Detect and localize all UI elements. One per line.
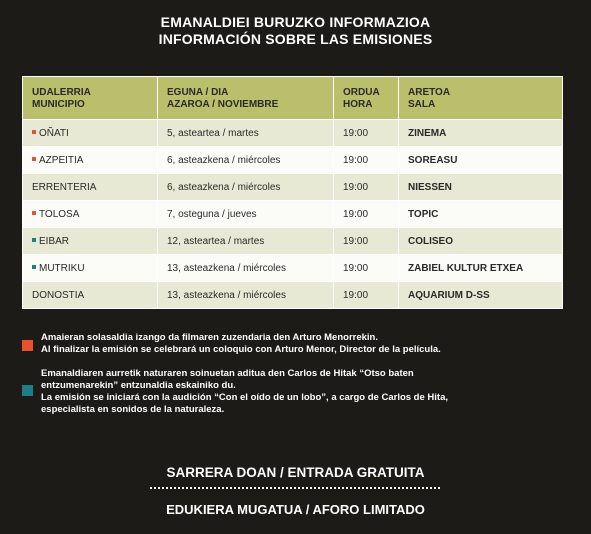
time-cell: 19:00: [334, 228, 399, 255]
red-marker: [32, 211, 36, 215]
table-row: [23, 120, 563, 147]
municipality-cell: AZPEITIA: [23, 147, 158, 174]
red-legend-swatch: [22, 340, 33, 351]
day-cell: 5, asteartea / martes: [158, 120, 334, 147]
note-red-basque: Amaieran solasaldia izango da filmaren zuzendaria den Arturo Menorrekin.: [41, 332, 378, 343]
header-day: EGUNA / DIA AZAROA / NOVIEMBRE: [158, 77, 334, 120]
note-teal-spanish-2: especialista en sonidos de la naturaleza.: [41, 404, 225, 415]
table-row: [23, 228, 563, 255]
table-row: [23, 201, 563, 228]
note-teal-spanish-1: La emisión se iniciará con la audición “Con el oído de un lobo”, a cargo de Carlos de Hita,: [41, 392, 448, 403]
day-cell: 13, asteazkena / miércoles: [158, 255, 334, 282]
table-row: [23, 255, 563, 282]
header-venue: ARETOA SALA: [399, 77, 563, 120]
header-time: ORDUA HORA: [334, 77, 399, 120]
venue-cell: ZABIEL KULTUR ETXEA: [399, 255, 563, 282]
day-cell: 13, asteazkena / miércoles: [158, 282, 334, 309]
table-row: [23, 147, 563, 174]
time-cell: 19:00: [334, 201, 399, 228]
municipality-cell: OÑATI: [23, 120, 158, 147]
venue-cell: ZINEMA: [399, 120, 563, 147]
dotted-divider: [150, 487, 440, 489]
title-spanish: INFORMACIÓN SOBRE LAS EMISIONES: [158, 31, 433, 47]
teal-marker: [32, 238, 36, 242]
day-cell: 7, osteguna / jueves: [158, 201, 334, 228]
venue-cell: NIESSEN: [399, 174, 563, 201]
day-cell: 12, asteartea / martes: [158, 228, 334, 255]
note-teal-basque-1: Emanaldiaren aurretik naturaren soinuetan aditua den Carlos de Hitak “Otso baten: [41, 368, 414, 379]
note-teal-basque-2: entzumenarekin” entzunaldia eskainiko du.: [41, 380, 236, 391]
title-basque: EMANALDIEI BURUZKO INFORMAZIOA: [160, 14, 431, 30]
header-municipality: UDALERRIA MUNICIPIO: [23, 77, 158, 120]
municipality-cell: TOLOSA: [23, 201, 158, 228]
red-marker: [32, 157, 36, 161]
time-cell: 19:00: [334, 174, 399, 201]
time-cell: 19:00: [334, 120, 399, 147]
teal-marker: [32, 265, 36, 269]
limited-capacity-text: EDUKIERA MUGATUA / AFORO LIMITADO: [166, 502, 425, 517]
schedule-table: [22, 76, 562, 309]
time-cell: 19:00: [334, 147, 399, 174]
venue-cell: TOPIC: [399, 201, 563, 228]
day-cell: 6, asteazkena / miércoles: [158, 147, 334, 174]
time-cell: 19:00: [334, 255, 399, 282]
time-cell: 19:00: [334, 282, 399, 309]
free-entrance-text: SARRERA DOAN / ENTRADA GRATUITA: [166, 465, 425, 480]
municipality-cell: MUTRIKU: [23, 255, 158, 282]
note-red-spanish: Al finalizar la emisión se celebrará un coloquio con Arturo Menor, Director de la película.: [41, 344, 441, 355]
teal-legend-swatch: [22, 385, 33, 396]
table-row: [23, 174, 563, 201]
table-row: [23, 282, 563, 309]
red-marker: [32, 130, 36, 134]
venue-cell: AQUARIUM D-SS: [399, 282, 563, 309]
venue-cell: COLISEO: [399, 228, 563, 255]
day-cell: 6, asteazkena / miércoles: [158, 174, 334, 201]
municipality-cell: EIBAR: [23, 228, 158, 255]
municipality-cell: DONOSTIA: [23, 282, 158, 309]
page-title: [0, 14, 591, 48]
venue-cell: SOREASU: [399, 147, 563, 174]
municipality-cell: ERRENTERIA: [23, 174, 158, 201]
table-header-row: [23, 77, 563, 120]
